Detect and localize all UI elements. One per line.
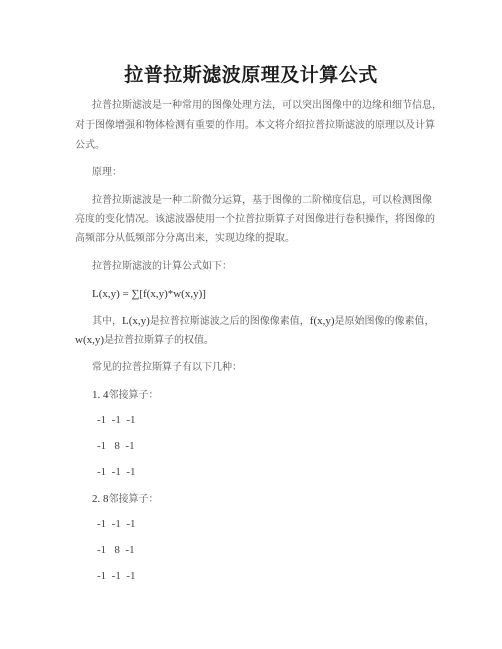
operators-intro: 常见的拉普拉斯算子有以下几种： — [92, 362, 242, 373]
operator-1-row-1: -1 -1 -1 — [97, 414, 136, 426]
operator-2-label — [92, 492, 159, 507]
document-title: 拉普拉斯滤波原理及计算公式 — [124, 64, 378, 86]
formula-explain-text: 其中， — [92, 316, 122, 327]
formula-var-w: w(x,y) — [75, 334, 105, 346]
operator-2-row-2: -1 8 -1 — [97, 544, 135, 556]
principle-line-1: 拉普拉斯滤波是一种二阶微分运算，基于图像的二阶梯度信息，可以检测图像 — [92, 195, 432, 206]
operator-1-label — [92, 388, 159, 403]
operator-1-row-2: -1 8 -1 — [97, 440, 135, 452]
operator-2-row-1: -1 -1 -1 — [97, 518, 136, 530]
formula-intro: 拉普拉斯滤波的计算公式如下： — [92, 261, 232, 272]
formula-var-L: L(x,y) — [122, 315, 150, 327]
formula-explain-text: 是拉普拉斯滤波之后的图像像素值， — [149, 316, 310, 327]
intro-line-2: 对于图像增强和物体检测有重要的作用。本文将介绍拉普拉斯滤波的原理以及计算 — [75, 120, 435, 131]
operator-2-number: 2. 8 — [92, 493, 109, 505]
principle-line-2: 亮度的变化情况。该滤波器使用一个拉普拉斯算子对图像进行卷积操作，将图像的 — [75, 214, 435, 225]
intro-line-1: 拉普拉斯滤波是一种常用的图像处理方法，可以突出图像中的边缘和细节信息， — [92, 100, 442, 111]
operator-2-text: 邻接算子： — [108, 494, 159, 505]
operator-1-number: 1. 4 — [92, 389, 109, 401]
principle-line-3: 高频部分从低频部分分离出来，实现边缘的提取。 — [75, 233, 295, 244]
formula-explain-text: 是原始图像的像素值， — [334, 316, 435, 327]
operator-2-row-3: -1 -1 -1 — [97, 570, 136, 582]
formula-explain-line-1 — [92, 314, 435, 329]
formula-explain-text: 是拉普拉斯算子的权值。 — [104, 335, 215, 346]
formula-var-f: f(x,y) — [309, 315, 335, 327]
formula-equation: L(x,y) = ∑[f(x,y)*w(x,y)] — [92, 288, 206, 300]
formula-explain-line-2 — [75, 333, 214, 348]
operator-1-text: 邻接算子： — [108, 390, 159, 401]
principle-heading: 原理： — [92, 167, 122, 178]
operator-1-row-3: -1 -1 -1 — [97, 466, 136, 478]
intro-line-3: 公式。 — [75, 140, 105, 151]
